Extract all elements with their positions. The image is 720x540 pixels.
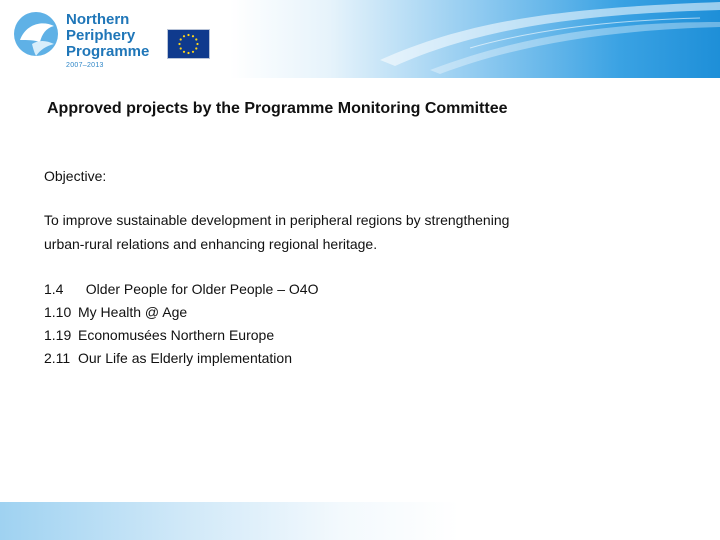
list-item (44, 347, 318, 370)
project-name: Economusées Northern Europe (78, 327, 275, 343)
logo-wordmark (66, 12, 158, 60)
project-name: Older People for Older People – O4O (85, 281, 319, 297)
slide-title: Approved projects by the Programme Monitoring Committee (47, 100, 508, 117)
logo-line-3: Programme (66, 43, 150, 60)
objective-text (44, 208, 509, 256)
logo-line-2: Periphery (66, 27, 136, 44)
bird-logo-icon (12, 10, 64, 62)
objective-line-2: urban-rural relations and enhancing regional heritage. (44, 236, 378, 252)
logo-years: 2007–2013 (66, 62, 104, 69)
project-code: 2.11 (44, 350, 71, 366)
header-banner (0, 0, 720, 78)
project-code: 1.4 (44, 281, 64, 297)
project-list (44, 278, 318, 370)
list-item (44, 278, 318, 301)
project-name: Our Life as Elderly implementation (78, 350, 292, 366)
logo-line-1: Northern (66, 11, 130, 28)
project-code: 1.19 (44, 327, 72, 343)
northern-periphery-logo (12, 10, 152, 72)
project-name: My Health @ Age (78, 304, 188, 320)
footer-band (0, 502, 720, 540)
objective-line-1: To improve sustainable development in peripheral regions by strengthening (44, 212, 510, 228)
objective-label: Objective: (44, 168, 107, 184)
list-item (44, 301, 318, 324)
eu-flag-icon (167, 29, 210, 59)
project-code: 1.10 (44, 304, 72, 320)
list-item (44, 324, 318, 347)
